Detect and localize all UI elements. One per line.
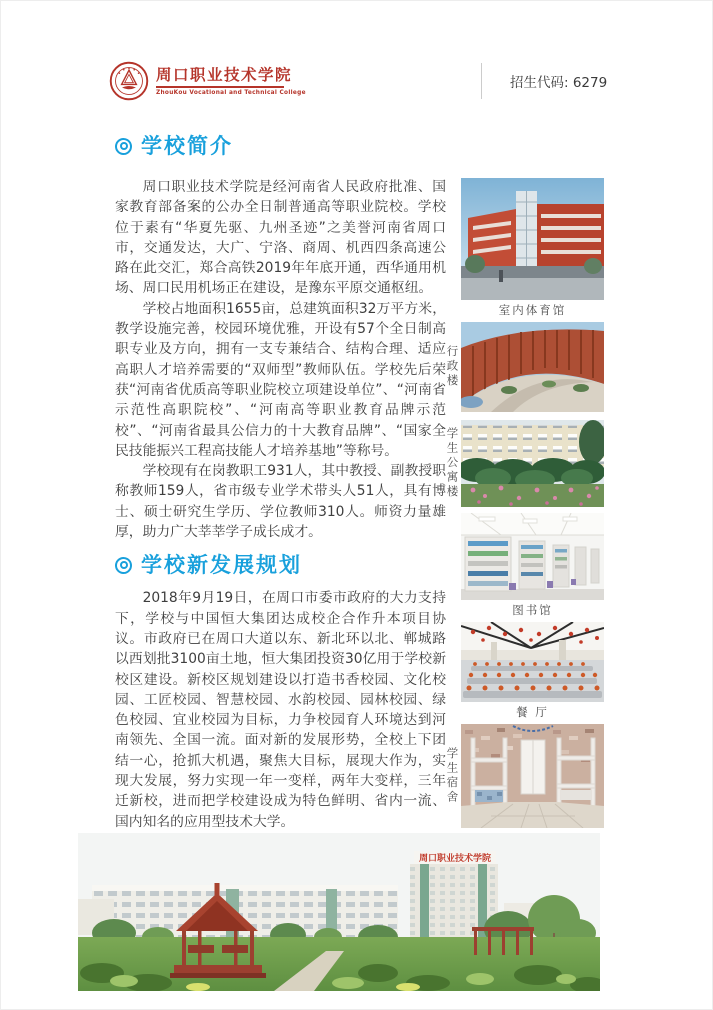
photo-indoor-gym xyxy=(444,178,604,300)
college-name-block xyxy=(156,66,306,96)
college-name-en: ZhouKou Vocational and Technical College xyxy=(156,89,306,96)
logo-underline xyxy=(156,86,284,88)
student-apartment-image xyxy=(461,420,604,507)
college-name-cn: 周口职业技术学院 xyxy=(156,65,293,85)
caption-student-dorm: 学生宿舍 xyxy=(445,747,460,805)
admin-building-image xyxy=(461,322,604,412)
college-logo xyxy=(109,61,306,101)
intro-paragraph-2: 学校占地面积1655亩，总建筑面积32万平方米，教学设施完善，校园环境优雅，开设有57个全日制高职专业及方向，拥有一支专兼结合、结构合理、适应高职人才培养需要的“双师型”教师队伍。学校先后荣获“河南省优质高等职业院校立项建设单位”、“河南省示范性高职院校”、“河南高等职业教育品牌示范校”、“河南省最具公信力的十大教育品牌”、“国家全民技能振兴工程高技能人才培养基地”等称号。 xyxy=(115,300,446,459)
intro-paragraph-3: 学校现有在岗教职工931人，其中教授、副教授职称教师159人，省市级专业学术带头人51人，具有博士、硕士研究生学历、学位教师310人。师资力量雄厚，助力广大莘莘学子成长成才。 xyxy=(115,463,446,541)
section-title: 学校简介 xyxy=(141,134,233,158)
photo-library xyxy=(444,513,604,600)
plan-paragraph-1: 2018年9月19日，在周口市委市政府的大力支持下，学校与中国恒大集团达成校企合作升本项目协议。市政府已在周口大道以东、新北环以北、郸城路以西划批3100亩土地，恒大集团投资30亿用于学校新校区建设。新校区规划建设以打造书香校园、文化校园、工匠校园、智慧校园、水韵校园、园林校园、绿色校园、宜业校园为目标，力争校园育人环境达到河南领先、全国一流。面对新的发展形势，全校上下团结一心，抢抓大机遇，聚焦大目标，展现大作为，实现大发展，努力实现一年一变样，两年大变样，三年迁新校，进而把学校建设成为特色鲜明、省内一流、国内知名的应用型技术大学。 xyxy=(115,590,446,830)
header-divider xyxy=(481,63,482,99)
section-heading-intro xyxy=(115,131,446,161)
photo-admin-building xyxy=(444,322,604,412)
caption-indoor-gym: 室内体育馆 xyxy=(498,303,567,317)
double-ring-bullet-icon xyxy=(115,557,132,574)
caption-student-apartment: 学生公寓楼 xyxy=(445,427,460,500)
section-development-plan xyxy=(115,550,446,832)
building-sign-text: 周口职业技术学院 xyxy=(418,854,492,864)
caption-library: 图书馆 xyxy=(512,603,553,617)
college-seal-icon xyxy=(109,61,149,101)
section-title: 学校新发展规划 xyxy=(141,553,302,578)
indoor-gym-image xyxy=(461,178,604,300)
library-image xyxy=(461,513,604,600)
admission-code: 招生代码: 6279 xyxy=(510,75,608,91)
main-text-column xyxy=(115,131,446,832)
photo-sidebar xyxy=(444,178,604,828)
section-school-intro xyxy=(115,131,446,542)
intro-paragraph-1: 周口职业技术学院是经河南省人民政府批准、国家教育部备案的公办全日制普通高等职业院校。学校位于素有“华夏先驱、九州圣迹”之美誉河南省周口市，交通发达，大广、宁洛、商周、机西四条高速公路在此交汇，郑合高铁2019年年底开通，西华通用机场、周口民用机场正在建设，是豫东平原交通枢纽。 xyxy=(115,179,446,297)
section-heading-plan xyxy=(115,550,446,580)
double-ring-bullet-icon xyxy=(115,138,132,155)
photo-dining-hall xyxy=(444,622,604,702)
photo-student-apartment xyxy=(444,420,604,507)
photo-student-dorm xyxy=(444,724,604,828)
caption-admin-building: 行政楼 xyxy=(445,345,460,389)
campus-panorama-image xyxy=(78,833,600,991)
dining-hall-image xyxy=(461,622,604,702)
caption-dining-hall: 餐 厅 xyxy=(516,705,549,719)
student-dorm-image xyxy=(461,724,604,828)
